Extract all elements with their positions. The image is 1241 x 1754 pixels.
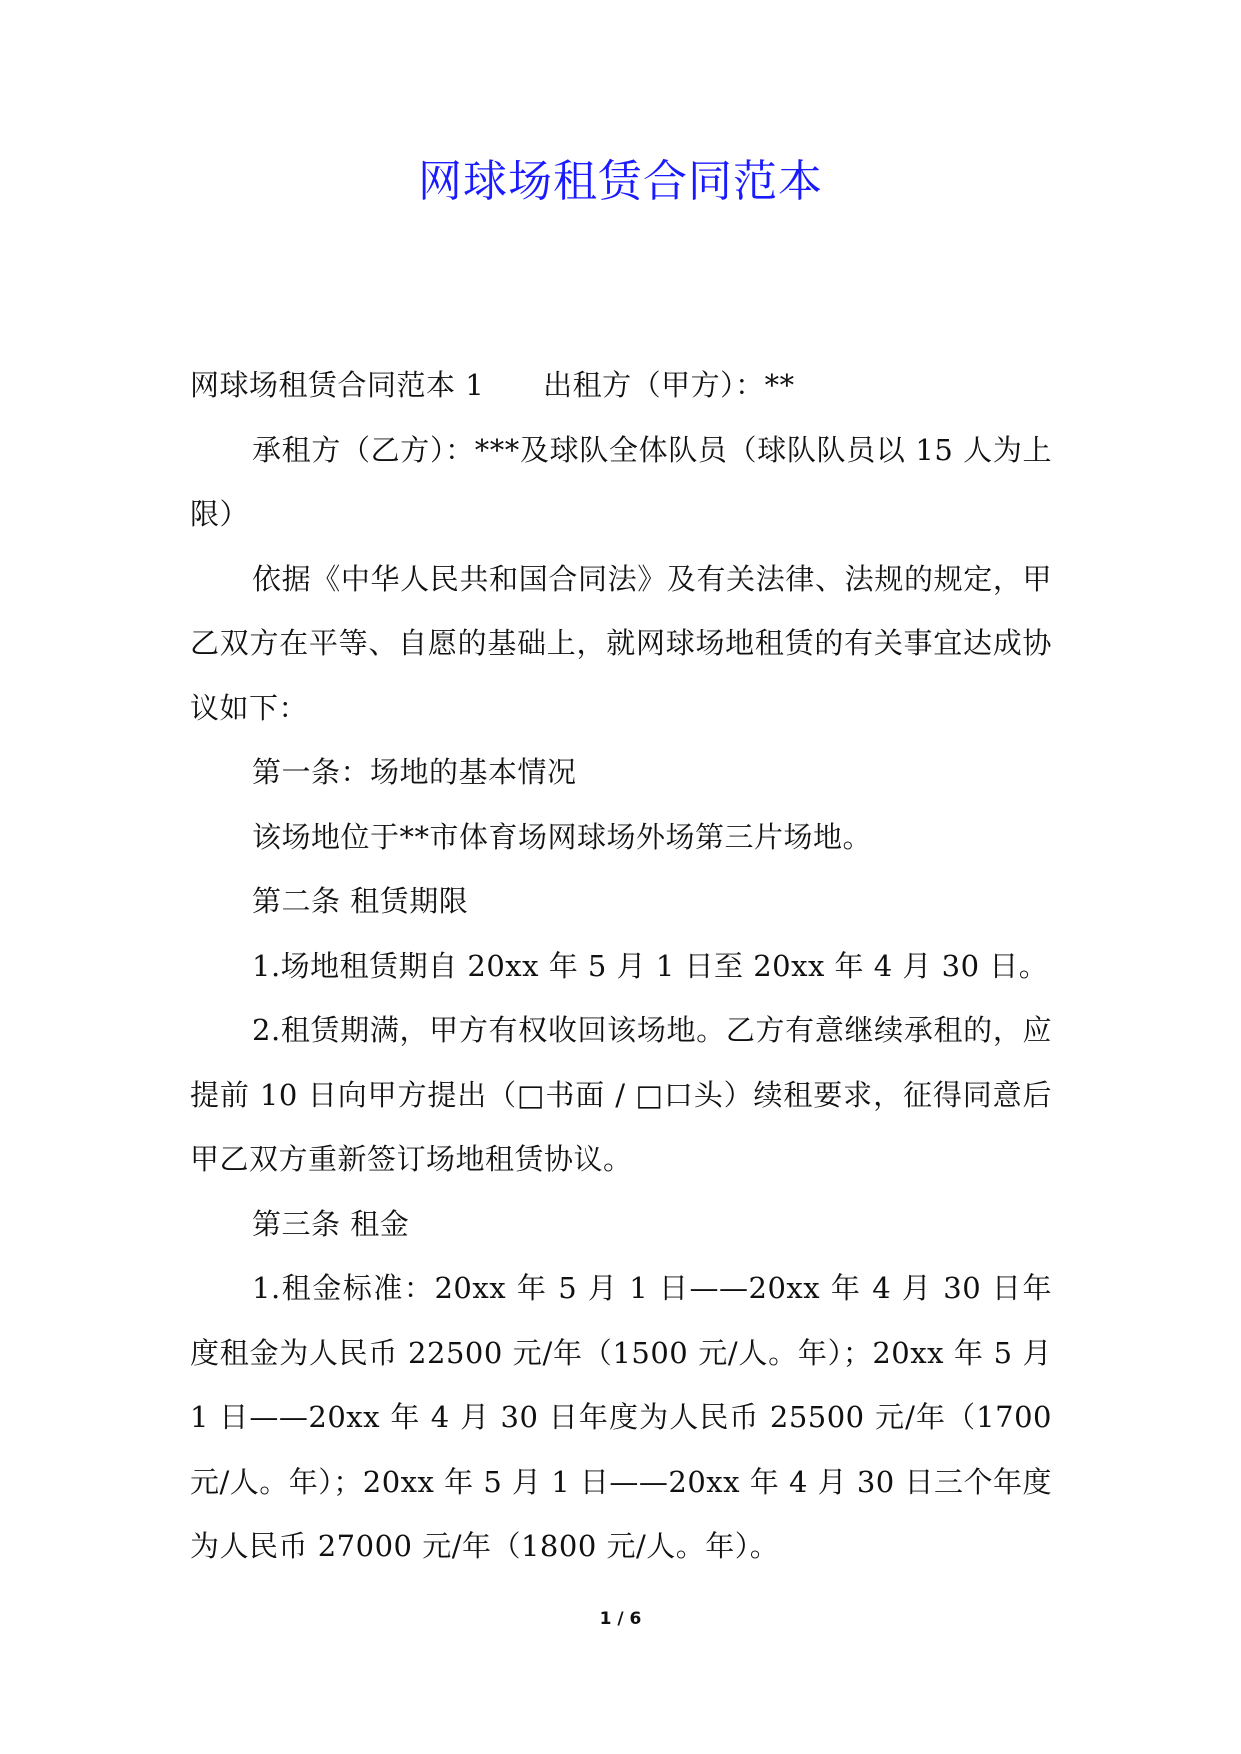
article-3-heading: 第三条 租金 (252, 1206, 410, 1241)
paragraph-basis: 依据《中华人民共和国合同法》及有关法律、法规的规定，甲乙双方在平等、自愿的基础上，就网球场地租赁的有关事宜达成协议如下： (190, 561, 1052, 725)
document-title: 网球场租赁合同范本 (418, 156, 823, 207)
paragraph-site-location: 该场地位于**市体育场网球场外场第三片场地。 (252, 819, 873, 854)
paragraph-intro: 网球场租赁合同范本 1 出租方（甲方）：** (190, 368, 795, 402)
article-2-heading: 第二条 租赁期限 (252, 884, 469, 918)
document-body (190, 353, 1052, 1579)
page-number: 1 / 6 (599, 1609, 642, 1629)
paragraph-term-1: 1.场地租赁期自 20xx 年 5 月 1 日至 20xx 年 4 月 30 日。 (252, 948, 1049, 983)
paragraph-term-2: 2.租赁期满，甲方有权收回该场地。乙方有意继续承租的，应提前 10 日向甲方提出（□书面 / □口头）续租要求，征得同意后甲乙双方重新签订场地租赁协议。 (190, 1013, 1052, 1176)
paragraph-lessee: 承租方（乙方）：***及球队全体队员（球队队员以 15 人为上限） (190, 432, 1052, 531)
article-1-heading: 第一条：场地的基本情况 (252, 755, 577, 789)
paragraph-rent-1: 1.租金标准：20xx 年 5 月 1 日——20xx 年 4 月 30 日年度租金为人民币 22500 元/年（1500 元/人。年）；20xx 年 5 月 1 日——20xx 年 4 月 30 日年度为人民币 25500 元/年（1700 元/人。年）；20xx 年 5 月 1 日——20xx 年 4 月 30 日三个年度为人民币 27000 元/年（1800 元/人。年）。 (190, 1271, 1052, 1563)
